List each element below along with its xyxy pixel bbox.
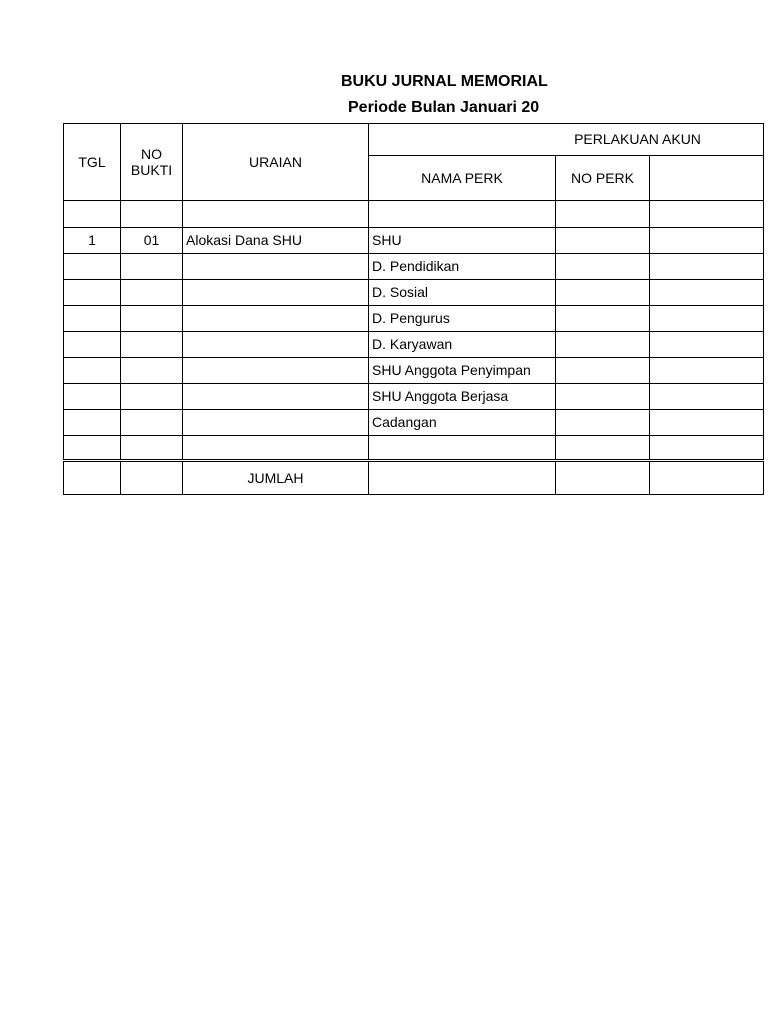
cell-extra bbox=[650, 228, 764, 254]
cell-no-bukti bbox=[121, 280, 183, 306]
cell-tgl bbox=[64, 436, 121, 461]
cell-no-perk bbox=[556, 306, 650, 332]
table-row bbox=[64, 358, 764, 384]
cell-nama-perk: SHU bbox=[369, 228, 556, 254]
cell-uraian bbox=[183, 384, 369, 410]
total-label: JUMLAH bbox=[183, 461, 369, 495]
table-row bbox=[64, 280, 764, 306]
document-title: BUKU JURNAL MEMORIAL bbox=[341, 73, 548, 90]
cell-no-bukti bbox=[121, 201, 183, 228]
header-perlakuan-akun: PERLAKUAN AKUN bbox=[369, 124, 764, 156]
table-row bbox=[64, 254, 764, 280]
cell-extra bbox=[650, 384, 764, 410]
cell-extra bbox=[650, 280, 764, 306]
cell-no-bukti bbox=[121, 384, 183, 410]
cell-no-bukti bbox=[121, 332, 183, 358]
cell-no-perk bbox=[556, 384, 650, 410]
cell-nama-perk bbox=[369, 436, 556, 461]
cell-no-bukti bbox=[121, 306, 183, 332]
cell-extra bbox=[650, 332, 764, 358]
cell-uraian bbox=[183, 201, 369, 228]
cell-tgl bbox=[64, 410, 121, 436]
table-row bbox=[64, 436, 764, 461]
document-subtitle: Periode Bulan Januari 20 bbox=[348, 99, 540, 116]
cell-no-perk bbox=[556, 332, 650, 358]
cell-uraian bbox=[183, 332, 369, 358]
table-row bbox=[64, 228, 764, 254]
header-no-bukti-line2: BUKTI bbox=[130, 162, 173, 178]
total-row bbox=[64, 461, 764, 495]
cell-tgl bbox=[64, 280, 121, 306]
total-cell-no-bukti bbox=[121, 461, 183, 495]
table-row bbox=[64, 410, 764, 436]
cell-uraian bbox=[183, 306, 369, 332]
table-row bbox=[64, 306, 764, 332]
cell-nama-perk: D. Pengurus bbox=[369, 306, 556, 332]
cell-tgl: 1 bbox=[64, 228, 121, 254]
cell-no-perk bbox=[556, 254, 650, 280]
cell-tgl bbox=[64, 384, 121, 410]
cell-no-bukti bbox=[121, 254, 183, 280]
cell-uraian: Alokasi Dana SHU bbox=[183, 228, 369, 254]
table-row bbox=[64, 201, 764, 228]
cell-no-bukti: 01 bbox=[121, 228, 183, 254]
table-row bbox=[64, 384, 764, 410]
table-row bbox=[64, 332, 764, 358]
cell-extra bbox=[650, 201, 764, 228]
cell-tgl bbox=[64, 254, 121, 280]
cell-no-perk bbox=[556, 410, 650, 436]
total-cell-nama-perk bbox=[369, 461, 556, 495]
cell-tgl bbox=[64, 201, 121, 228]
header-no-bukti bbox=[121, 124, 183, 201]
cell-tgl bbox=[64, 358, 121, 384]
total-cell-tgl bbox=[64, 461, 121, 495]
cell-extra bbox=[650, 410, 764, 436]
cell-extra bbox=[650, 306, 764, 332]
cell-nama-perk: D. Karyawan bbox=[369, 332, 556, 358]
journal-table-viewport bbox=[63, 123, 701, 498]
header-tgl: TGL bbox=[64, 124, 121, 201]
cell-no-perk bbox=[556, 201, 650, 228]
header-no-bukti-line1: NO bbox=[141, 145, 162, 162]
cell-uraian bbox=[183, 358, 369, 384]
cell-uraian bbox=[183, 280, 369, 306]
cell-extra bbox=[650, 436, 764, 461]
total-cell-no-perk bbox=[556, 461, 650, 495]
cell-extra bbox=[650, 358, 764, 384]
cell-nama-perk bbox=[369, 201, 556, 228]
cell-uraian bbox=[183, 254, 369, 280]
cell-tgl bbox=[64, 306, 121, 332]
cell-no-bukti bbox=[121, 358, 183, 384]
cell-tgl bbox=[64, 332, 121, 358]
cell-no-bukti bbox=[121, 436, 183, 461]
cell-no-perk bbox=[556, 436, 650, 461]
cell-no-perk bbox=[556, 358, 650, 384]
cell-uraian bbox=[183, 436, 369, 461]
header-nama-perk: NAMA PERK bbox=[369, 156, 556, 201]
cell-extra bbox=[650, 254, 764, 280]
cell-nama-perk: Cadangan bbox=[369, 410, 556, 436]
cell-nama-perk: D. Sosial bbox=[369, 280, 556, 306]
header-no-perk: NO PERK bbox=[556, 156, 650, 201]
header-extra bbox=[650, 156, 764, 201]
cell-no-perk bbox=[556, 280, 650, 306]
cell-no-perk bbox=[556, 228, 650, 254]
header-uraian: URAIAN bbox=[183, 124, 369, 201]
cell-uraian bbox=[183, 410, 369, 436]
cell-nama-perk: SHU Anggota Penyimpan bbox=[369, 358, 556, 384]
cell-no-bukti bbox=[121, 410, 183, 436]
cell-nama-perk: SHU Anggota Berjasa bbox=[369, 384, 556, 410]
journal-table bbox=[63, 123, 764, 495]
total-cell-extra bbox=[650, 461, 764, 495]
cell-nama-perk: D. Pendidikan bbox=[369, 254, 556, 280]
